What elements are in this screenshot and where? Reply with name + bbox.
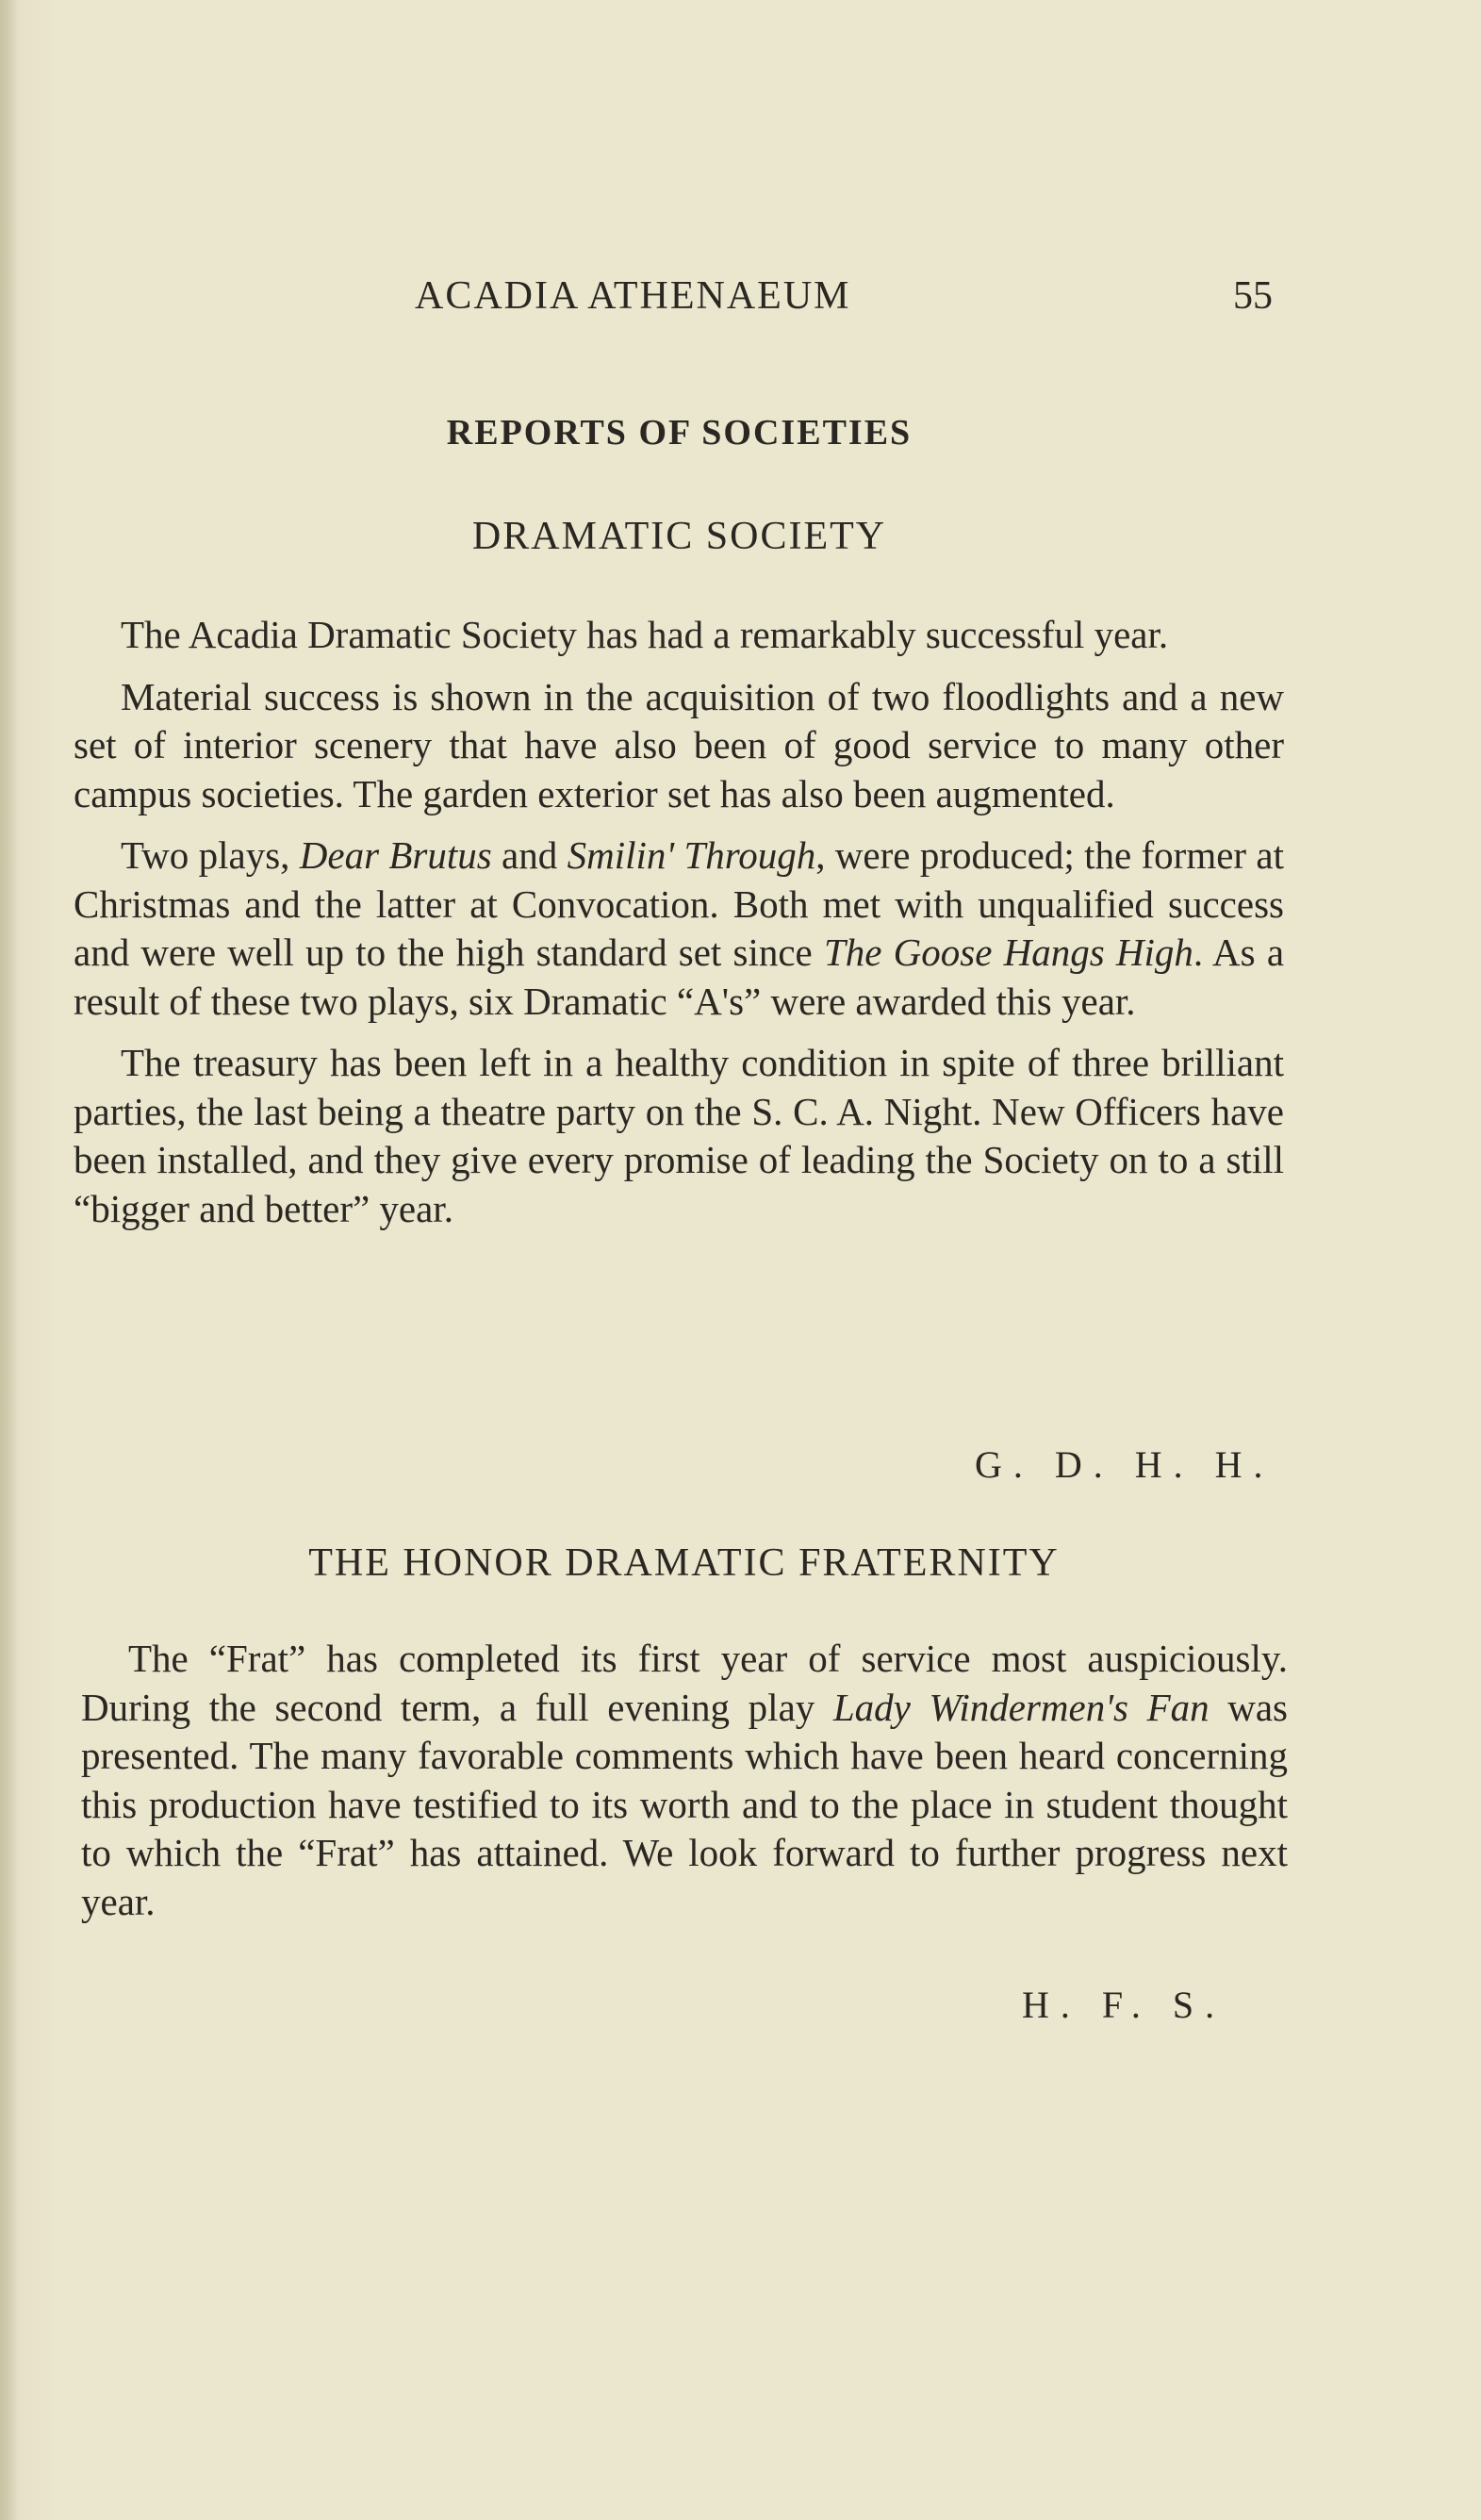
page-number: 55 [1233, 274, 1273, 318]
dramatic-society-heading: DRAMATIC SOCIETY [471, 515, 887, 558]
running-head-title: ACADIA ATHENAEUM [415, 274, 851, 318]
dramatic-society-signature: G. D. H. H. [975, 1443, 1275, 1486]
spine-shadow [0, 0, 17, 2520]
honor-fraternity-report [81, 1635, 1288, 1939]
section-heading: REPORTS OF SOCIETIES [446, 413, 913, 453]
paragraph: The “Frat” has completed its first year of service most auspiciously. During the second term, a full evening play Lady Windermen's Fan was presented. The many favorable comments which have been heard concerning this production have testified to its worth and to the place in student thought to which the “Frat” has attained. We look forward to further progress next year. [81, 1637, 1288, 1923]
honor-fraternity-signature: H. F. S. [1022, 1984, 1226, 2026]
dramatic-society-report [74, 611, 1284, 1246]
paragraph: The Acadia Dramatic Society has had a remarkably successful year. [121, 613, 1169, 656]
paragraph: The treasury has been left in a healthy condition in spite of three brilliant parties, the last being a theatre party on the S. C. A. Night. New Officers have been installed, and they give every promise of leading the Society on to a still “bigger and better” year. [74, 1041, 1284, 1230]
paragraph: Material success is shown in the acquisition of two floodlights and a new set of interior scenery that have also been of good service to many other campus societies. The garden exterior set has also been augmented. [74, 674, 1284, 815]
honor-fraternity-heading: THE HONOR DRAMATIC FRATERNITY [308, 1541, 1060, 1585]
paragraph: Two plays, Dear Brutus and Smilin' Through, were produced; the former at Christmas and the latter at Convocation. Both met with unqualified success and were well up to the high standard set since The Goose Hangs High. As a result of these two plays, six Dramatic “A's” were awarded this year. [74, 833, 1285, 1023]
